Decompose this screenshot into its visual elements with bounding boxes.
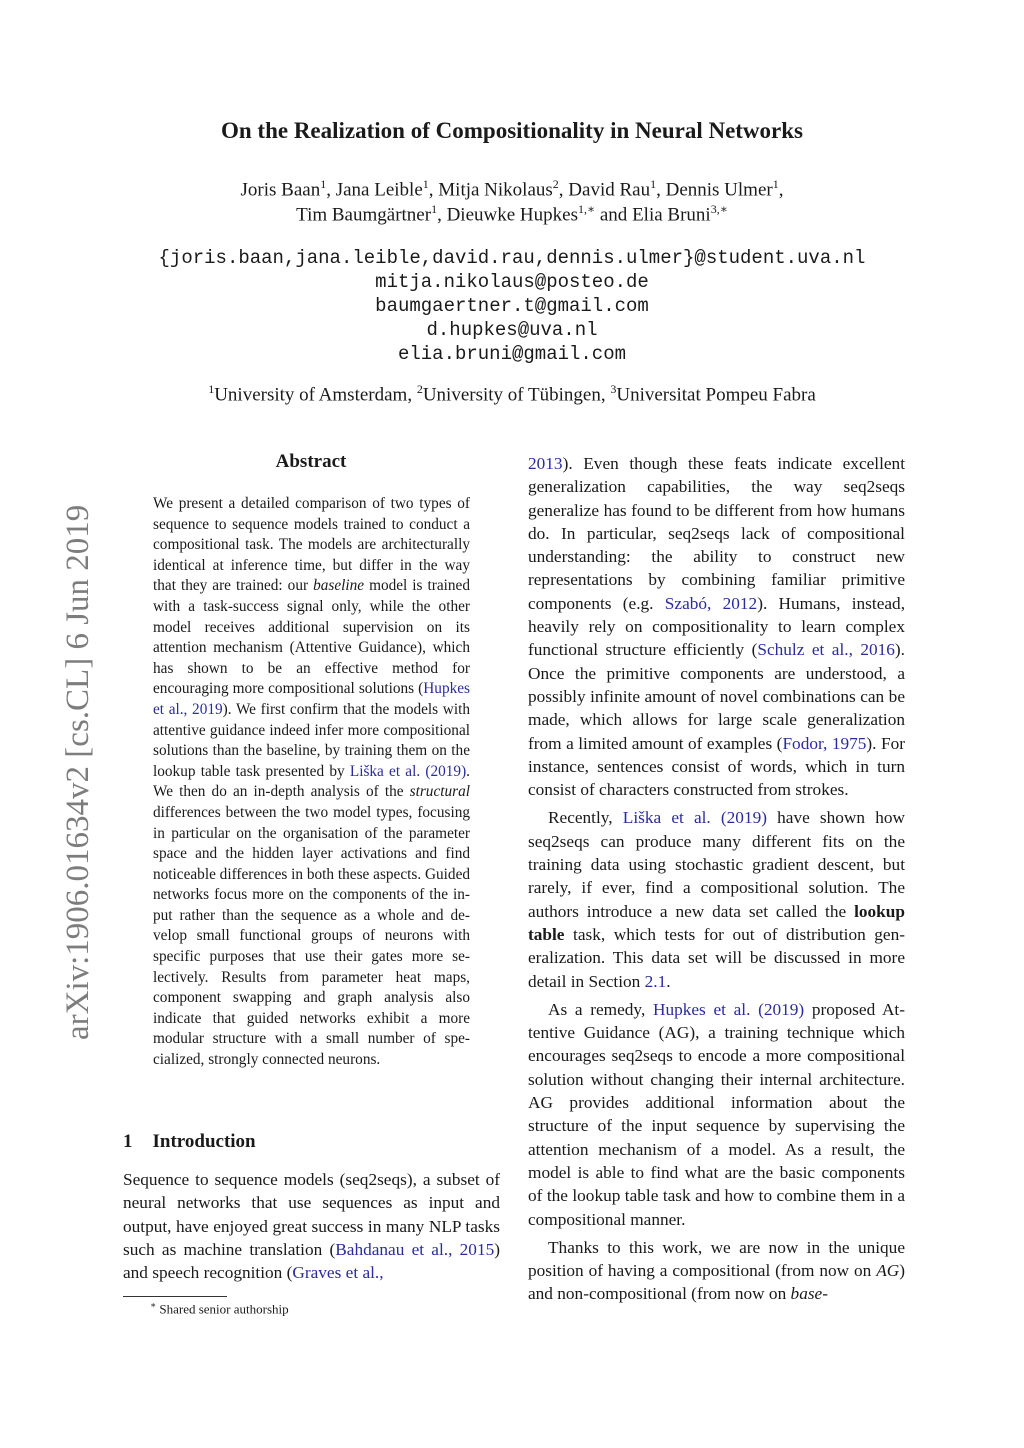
affiliation-mark: 2: [416, 382, 423, 396]
author-name: Mitja Nikolaus: [438, 179, 553, 201]
abstract-emphasis: structural: [409, 783, 470, 801]
abstract-text: . We then do an in-depth analysis of the: [153, 762, 470, 801]
affiliation-mark: 2: [552, 177, 559, 191]
author-line-2: Tim Baumgärtner$^1$, Dieuwke Hupkes$^{1,∗}$ and Elia Bruni$^{3,∗}$: [296, 202, 728, 226]
paragraph: [528, 806, 905, 992]
citation-link[interactable]: Hupkes et al. (2019): [652, 999, 805, 1019]
affiliation-mark: 1: [650, 177, 657, 191]
author-name: Dieuwke Hupkes: [446, 204, 578, 226]
bold-term: lookup table: [528, 901, 905, 944]
citation-link[interactable]: Liška et al. (2019): [349, 762, 467, 780]
abstract-text: model is trained with a task-success signal only, while the other model receives additional supervision on its attention mechanism (Attentive Guidance), which has shown to be an effective method for encouraging more compositional solutions (: [153, 577, 470, 698]
affiliation-mark: 1,∗: [577, 202, 596, 216]
paper-title: On the Realization of Compositionality in Neural Networks: [220, 118, 803, 143]
intro-paragraph: [123, 1168, 500, 1284]
body-text: ). Once the primitive components are understood, a possibly infinite amount of novel combinations can be made, which allows for large scale generalization from a limited amount of examples (: [528, 640, 905, 753]
abstract-text: We present a detailed comparison of two types of sequence to sequence models trained to conduct a compositional task. The models are architecturally identical at inference time, but differ in the way that they are trained: our: [153, 495, 470, 595]
affiliation-mark: 1: [208, 382, 215, 396]
author-conjunction: and: [599, 204, 628, 226]
body-text: .: [666, 971, 671, 991]
footnote-text: Shared senior authorship: [159, 1301, 289, 1317]
section-reference-link[interactable]: 2.1: [644, 971, 667, 991]
body-text: have shown how seq2seqs can produce many different fits on the training data using stochastic gradient descent, but rarely, if ever, find a compositional solution. The authors introduce a new data set called the: [528, 808, 905, 921]
body-text: Recently,: [548, 808, 623, 828]
email-line: mitja.nikolaus@posteo.de: [375, 271, 649, 293]
abstract-emphasis: baseline: [313, 577, 365, 595]
body-text: proposed Attentive Guidance (AG), a training technique which encourages seq2seqs to encode a more compositional solution without changing their internal architecture. AG provides additional information about the structure of the input sequence by supervising the attention mechanism of a model. As a result, the model is able to find what are the basic components of the lookup table task and how to combine them in a compositional manner.: [528, 999, 905, 1229]
affiliation-mark: 1: [422, 177, 429, 191]
email-line: {joris.baan,jana.leible,david.rau,dennis.ulmer}@student.uva.nl: [158, 247, 866, 269]
section-heading-introduction: [123, 1131, 256, 1153]
email-line: elia.bruni@gmail.com: [397, 343, 627, 365]
citation-link[interactable]: Schulz et al., 2016: [757, 640, 895, 660]
email-line: d.hupkes@uva.nl: [426, 319, 598, 341]
citation-link[interactable]: 2013: [528, 454, 563, 473]
author-name: Elia Bruni: [632, 204, 711, 226]
citation-link[interactable]: Szabó, 2012: [664, 593, 758, 613]
abstract-text: differences between the two model types, focusing in particular on the organisation of the parameter space and the hidden layer activations and find noticeable differences in both these aspects. Guided networks focus more on the components of the input rather than the sequence as a whole and develop small functional groups of neurons with specific purposes that use their gates more selectively. Results from parameter heat maps, component swapping and graph analysis also indicate that guided networks exhibit a more modular structure with a small number of specialized, strongly connected neurons.: [153, 803, 471, 1069]
arxiv-identifier-stamp: arXiv:1906.01634v2 [cs.CL] 6 Jun 2019: [60, 504, 96, 1040]
affiliation-mark: 1: [320, 177, 327, 191]
footnote-rule: [123, 1296, 227, 1297]
affiliation: Universitat Pompeu Fabra: [616, 384, 816, 406]
footnote-mark: ∗: [150, 1300, 157, 1310]
emphasis: base-: [790, 1284, 828, 1304]
paragraph: [528, 452, 905, 801]
author-name: Dennis Ulmer: [665, 179, 773, 201]
body-text: ). Humans, instead, heavily rely on compositionality to learn complex functional structure efficiently (: [528, 593, 906, 660]
body-text: ). For instance, sentences consist of words, which in turn consist of characters constructed from strokes.: [528, 733, 905, 800]
citation-link[interactable]: Bahdanau et al., 2015: [335, 1239, 495, 1259]
right-column: [528, 452, 905, 1311]
abstract-heading: Abstract: [275, 451, 347, 472]
paragraph: [528, 1236, 905, 1306]
body-text: ) and speech recognition (: [123, 1239, 500, 1283]
body-text: task, which tests for out of distribution generalization. This data set will be discussed in more detail in Section: [528, 924, 905, 991]
affiliation-mark: 3: [610, 382, 617, 396]
citation-link[interactable]: Hupkes et al., 2019: [153, 680, 470, 718]
author-name: David Rau: [568, 179, 651, 201]
section-number: 1: [123, 1131, 133, 1152]
author-name: Jana Leible: [335, 179, 423, 201]
section-title: Introduction: [152, 1131, 256, 1152]
email-line: baumgaertner.t@gmail.com: [375, 295, 649, 317]
affiliation: University of Amsterdam,: [214, 384, 413, 406]
abstract-text: ). We first confirm that the models with attentive guidance indeed infer more compositional solutions than the baseline, by training them on the lookup table task presented by: [153, 700, 470, 780]
affiliations: [0, 382, 1024, 406]
footnote: [150, 1300, 289, 1317]
body-text: Sequence to sequence models (seq2seqs), a subset of neural networks that use sequences as input and output, have enjoyed great success in many NLP tasks such as machine translation (: [123, 1170, 500, 1259]
body-text: ) and non-compositional (from now on: [528, 1261, 905, 1304]
author-name: Tim Baumgärtner: [296, 204, 432, 226]
author-name: Joris Baan: [240, 179, 321, 201]
abstract-body: [153, 494, 470, 1071]
affiliation-mark: 1: [431, 202, 438, 216]
affiliation: University of Tübingen,: [422, 384, 606, 406]
citation-link[interactable]: Liška et al. (2019): [622, 808, 767, 828]
emphasis: AG: [876, 1261, 900, 1281]
body-text: As a remedy,: [548, 999, 653, 1019]
affiliation-mark: 1: [772, 177, 779, 191]
citation-link[interactable]: Fodor, 1975: [782, 733, 867, 753]
author-line-1: Joris Baan$^1$, Jana Leible$^1$, Mitja Nikolaus$^2$, David Rau$^1$, Dennis Ulmer$^1$,: [240, 177, 784, 201]
paragraph: [528, 998, 905, 1231]
affiliation-mark: 3,∗: [710, 202, 728, 216]
body-text: Thanks to this work, we are now in the unique position of having a compositional (from now on: [528, 1237, 905, 1281]
body-text: ). Even though these feats indicate excellent generalization capabilities, the way seq2seqs generalize has found to be different from how humans do. In particular, seq2seqs lack of compositional understanding: the ability to construct new representations by combining familiar primitive components (e.g.: [528, 454, 905, 613]
citation-link[interactable]: Graves et al.,: [292, 1263, 384, 1283]
